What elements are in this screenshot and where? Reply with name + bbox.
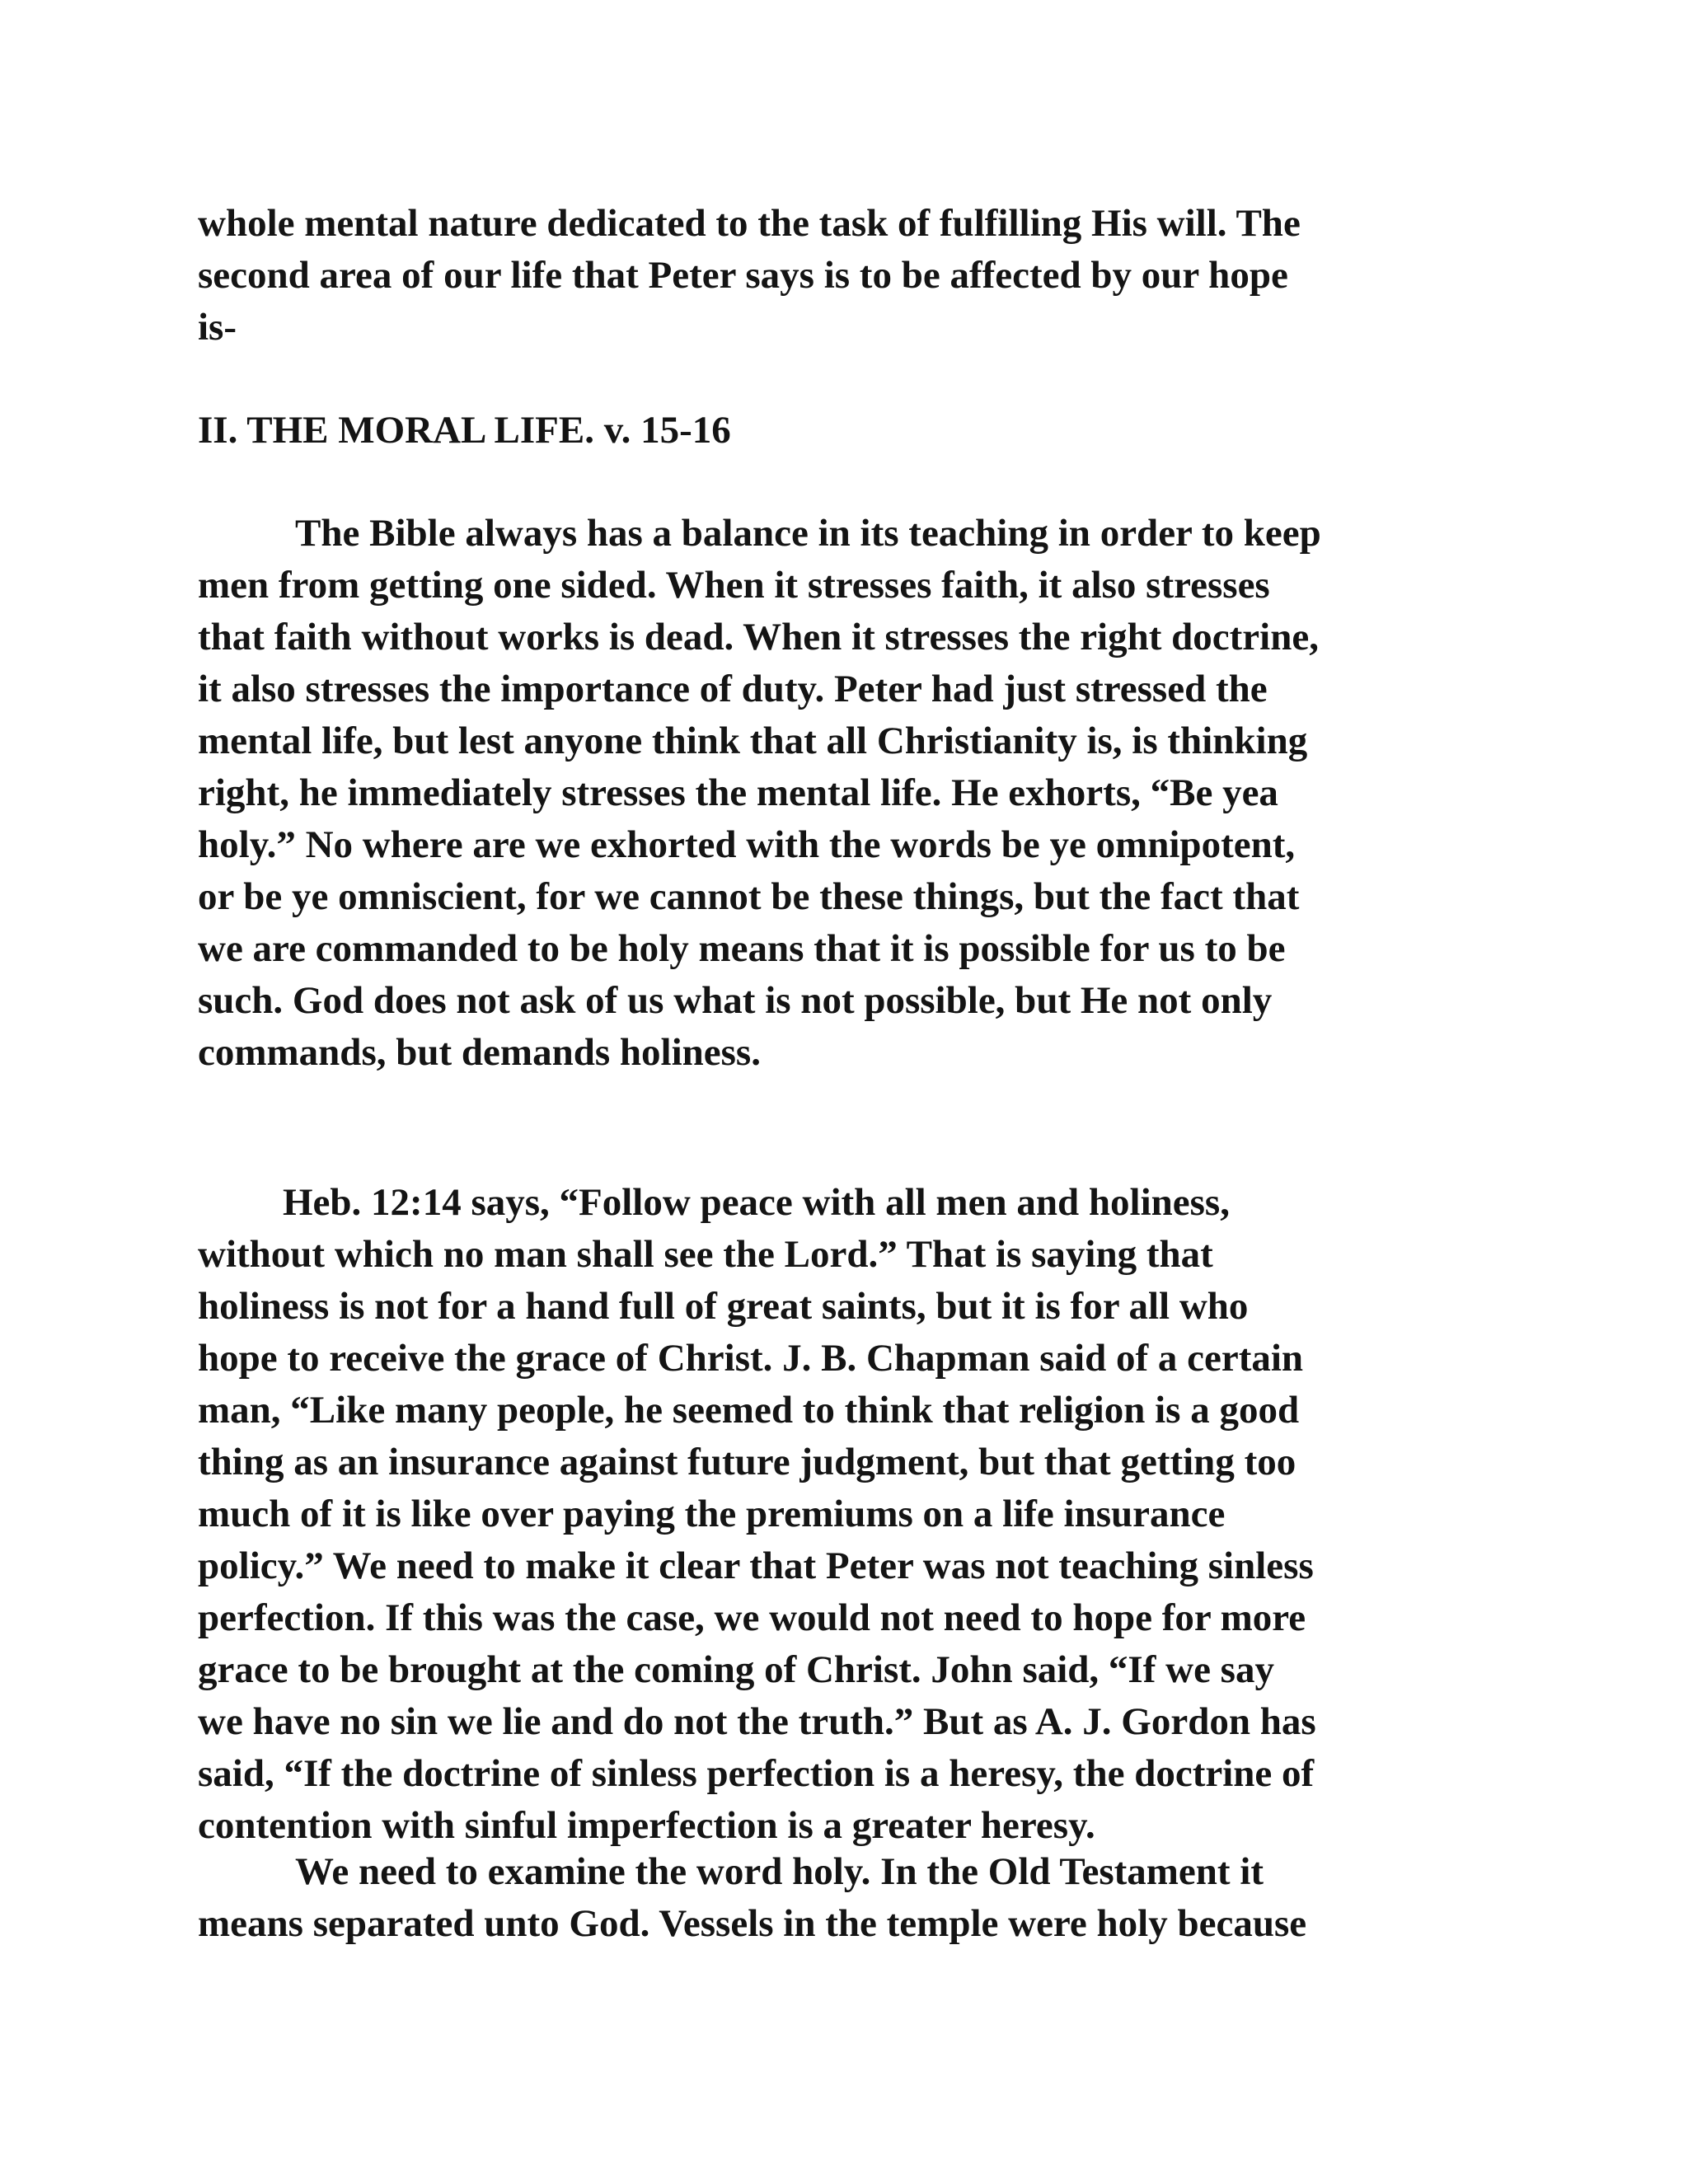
text-line: grace to be brought at the coming of Christ. John said, “If we say	[198, 1648, 1274, 1691]
paragraph-balance	[198, 508, 1484, 1079]
text-line: whole mental nature dedicated to the task of fulfilling His will. The	[198, 202, 1301, 245]
text-line: man, “Like many people, he seemed to think that religion is a good	[198, 1389, 1300, 1432]
text-line: men from getting one sided. When it stresses faith, it also stresses	[198, 564, 1270, 607]
text-line: means separated unto God. Vessels in the temple were holy because	[198, 1902, 1307, 1945]
text-line: it also stresses the importance of duty. Peter had just stressed the	[198, 668, 1268, 710]
text-line: we are commanded to be holy means that it is possible for us to be	[198, 927, 1286, 970]
heading-line: II. THE MORAL LIFE. v. 15-16	[198, 409, 731, 452]
text-line: without which no man shall see the Lord.” That is saying that	[198, 1233, 1213, 1276]
text-line: holy.” No where are we exhorted with the words be ye omnipotent,	[198, 823, 1296, 866]
text-line: Heb. 12:14 says, “Follow peace with all men and holiness,	[283, 1181, 1230, 1224]
paragraph-intro	[198, 198, 1484, 354]
text-line: is-	[198, 306, 237, 349]
text-line: second area of our life that Peter says is to be affected by our hope	[198, 254, 1288, 297]
text-line: contention with sinful imperfection is a greater heresy.	[198, 1804, 1095, 1847]
text-line: that faith without works is dead. When it stresses the right doctrine,	[198, 616, 1319, 658]
text-line: such. God does not ask of us what is not possible, but He not only	[198, 979, 1273, 1022]
text-line: We need to examine the word holy. In the Old Testament it	[295, 1850, 1264, 1893]
text-line: mental life, but lest anyone think that all Christianity is, is thinking	[198, 719, 1308, 762]
text-line: or be ye omniscient, for we cannot be these things, but the fact that	[198, 875, 1300, 918]
text-line: holiness is not for a hand full of great saints, but it is for all who	[198, 1285, 1249, 1328]
text-line: commands, but demands holiness.	[198, 1031, 761, 1074]
paragraph-hebrews	[198, 1177, 1484, 1852]
paragraph-holy	[198, 1846, 1484, 1950]
text-line: The Bible always has a balance in its teaching in order to keep	[295, 512, 1321, 555]
text-line: perfection. If this was the case, we would not need to hope for more	[198, 1596, 1306, 1639]
text-line: hope to receive the grace of Christ. J. B. Chapman said of a certain	[198, 1337, 1304, 1380]
section-heading	[198, 405, 1484, 457]
text-line: we have no sin we lie and do not the truth.” But as A. J. Gordon has	[198, 1700, 1316, 1743]
text-line: thing as an insurance against future judgment, but that getting too	[198, 1441, 1296, 1483]
text-line: said, “If the doctrine of sinless perfection is a heresy, the doctrine of	[198, 1752, 1315, 1795]
text-line: right, he immediately stresses the mental life. He exhorts, “Be yea	[198, 771, 1278, 814]
text-line: policy.” We need to make it clear that Peter was not teaching sinless	[198, 1544, 1314, 1587]
text-line: much of it is like over paying the premiums on a life insurance	[198, 1493, 1226, 1535]
